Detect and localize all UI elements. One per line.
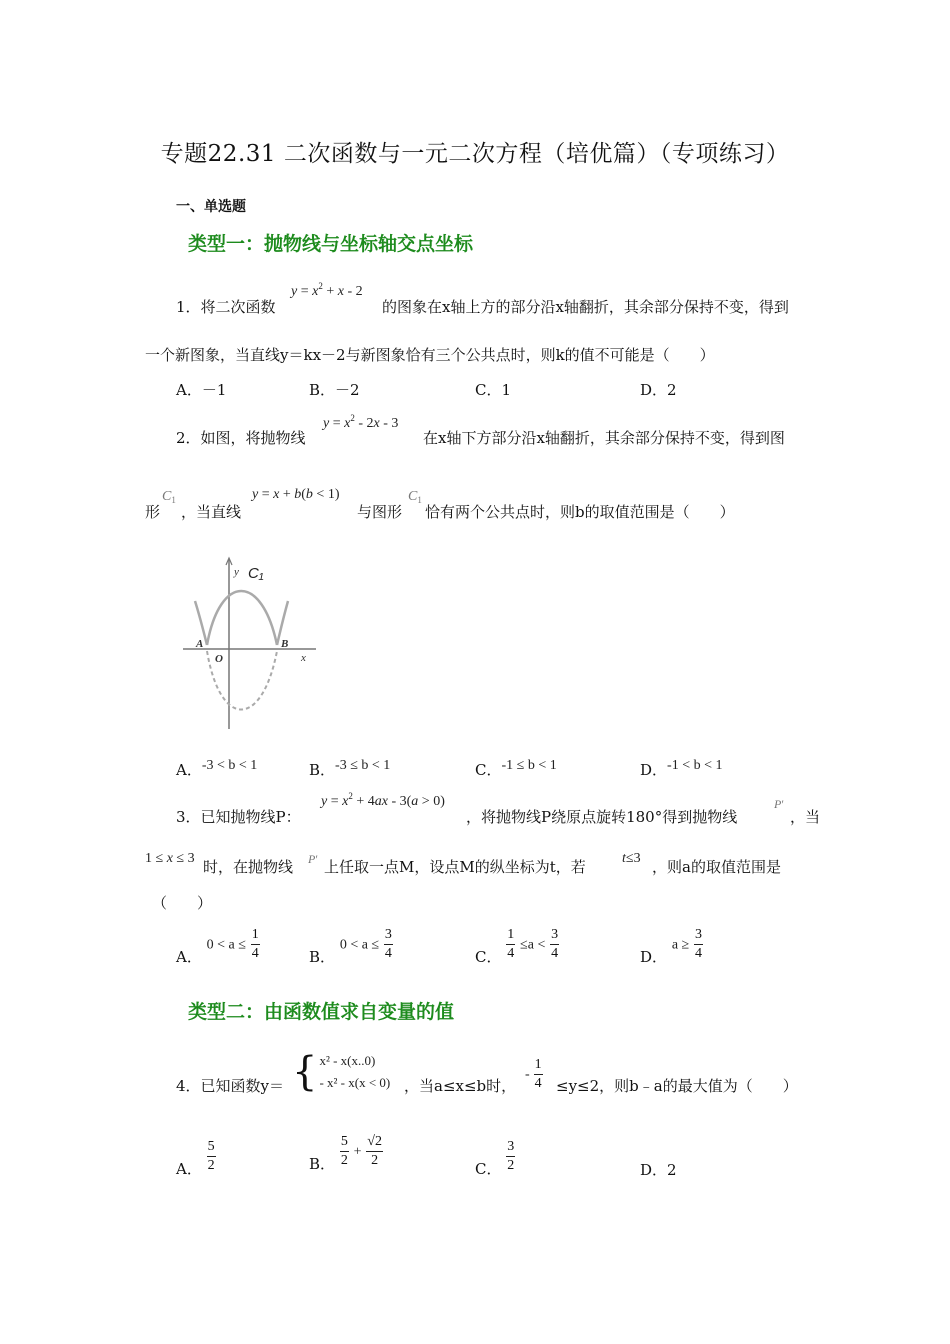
q1-line1 xyxy=(176,296,276,317)
y-label: y xyxy=(234,566,239,578)
q4-option-d: D．2 xyxy=(640,1161,677,1179)
q3-line1-tail: ，将抛物线P绕原点旋转180°得到抛物线 xyxy=(466,808,738,826)
q4-option-b: B． $\frac{5}{2}$ + $\frac{√2}{2}$ xyxy=(309,1134,382,1173)
q3-t-condition: t≤3 xyxy=(622,851,641,866)
q4-number: 4．已知函数y＝ xyxy=(176,1077,285,1095)
section-heading: 一、单选题 xyxy=(176,199,246,215)
q4-option-c: C． $\frac{3}{2}$ xyxy=(475,1139,515,1178)
q2-line1-tail: 在x轴下方部分沿x轴翻折，其余部分保持不变，得到图 xyxy=(423,429,785,447)
q3-option-c-post: ≤a < xyxy=(520,937,546,953)
q4-mid: ，当a≤x≤b时， xyxy=(404,1077,517,1095)
q3-number: 3．已知抛物线P： xyxy=(176,808,301,826)
q2-c1-symbol-2: $C_1$ xyxy=(408,489,422,505)
q2-option-b: B．-3 ≤ b < 1 xyxy=(309,758,391,779)
type-heading-2: 类型二：由函数值求自变量的值 xyxy=(188,1001,455,1023)
point-a-label: A xyxy=(196,638,204,650)
q3-option-b-pre: 0 < a ≤ xyxy=(339,937,380,953)
q1-formula: $y = x^2 + x - 2$ xyxy=(291,281,363,299)
q3-line2-a: 时，在抛物线 xyxy=(203,858,294,876)
q1-number: 1．将二次函数 xyxy=(176,298,276,316)
q2-line2-d: 恰有两个公共点时，则b的取值范围是（ ） xyxy=(425,503,735,521)
q4-case1: x² - x(x..0) xyxy=(319,1053,376,1068)
q3-formula: $y = x^2 + 4ax - 3(a > 0)$ xyxy=(321,791,445,809)
q3-pprime: P′ xyxy=(774,797,784,811)
q3-option-a: A． 0 < a ≤ $\frac{1}{4}$ xyxy=(176,927,259,966)
q3-option-b: B． 0 < a ≤ $\frac{3}{4}$ xyxy=(309,927,392,966)
q2-c1-symbol: $C_1$ xyxy=(162,489,176,505)
q2-option-a-expr: -3 < b < 1 xyxy=(201,758,258,773)
q4-cond-tail: ≤y≤2，则b﹣a的最大值为（ ） xyxy=(556,1077,798,1095)
q4-case2: - x² - x(x < 0) xyxy=(319,1075,391,1090)
q1-line2: 一个新图象，当直线y＝kx－2与新图象恰有三个公共点时，则k的值不可能是（ ） xyxy=(145,346,715,364)
q3-line3: （ ） xyxy=(152,894,213,912)
q1-option-b: B．－2 xyxy=(309,381,360,399)
point-b-label: B xyxy=(281,638,289,650)
q2-option-b-expr: -3 ≤ b < 1 xyxy=(335,758,391,773)
q2-option-d: D．-1 < b < 1 xyxy=(640,758,723,779)
q2-option-a: A．-3 < b < 1 xyxy=(176,758,258,779)
q4-brace: { xyxy=(292,1049,318,1095)
q3-line1-end: ，当 xyxy=(790,808,821,826)
q2-parabola-figure xyxy=(180,553,320,733)
q1-option-a: A．－1 xyxy=(176,381,227,399)
reflected-arc xyxy=(207,591,277,645)
q1-line1-tail: 的图象在x轴上方的部分沿x轴翻折，其余部分保持不变，得到 xyxy=(382,298,789,316)
q3-line2-c: ，则a的取值范围是 xyxy=(652,858,781,876)
page-title: 专题22.31 二次函数与一元二次方程（培优篇）（专项练习） xyxy=(160,141,790,167)
type-heading-1: 类型一：抛物线与坐标轴交点坐标 xyxy=(188,233,474,255)
q3-option-c: C． $\frac{1}{4}$ ≤a < $\frac{3}{4}$ xyxy=(475,927,559,966)
q4-piecewise xyxy=(292,1050,390,1094)
q3-range: 1 ≤ x ≤ 3 xyxy=(145,851,195,866)
q3-option-d: D． a ≥ $\frac{3}{4}$ xyxy=(640,927,702,966)
q3-line2-b: 上任取一点M，设点M的纵坐标为t，若 xyxy=(324,858,586,876)
q2-option-d-expr: -1 < b < 1 xyxy=(667,758,723,773)
q1-option-c: C．1 xyxy=(475,381,512,399)
q2-formula: $y = x^2 - 2x - 3$ xyxy=(323,413,399,431)
q3-option-a-pre: 0 < a ≤ xyxy=(206,937,246,953)
c1-label: C₁ xyxy=(248,565,264,582)
q2-line2-c: 与图形 xyxy=(357,503,403,521)
q2-option-c-expr: -1 ≤ b < 1 xyxy=(501,758,557,773)
q2-option-c: C．-1 ≤ b < 1 xyxy=(475,758,557,779)
q3-pprime-2: P′ xyxy=(308,852,318,866)
q1-option-d: D．2 xyxy=(640,381,677,399)
q2-line-formula: y = x + b(b < 1) xyxy=(252,487,340,502)
origin-label: O xyxy=(215,653,223,665)
q2-line2-a: 形 xyxy=(145,503,161,521)
q4-condition: - $\frac{1}{4}$ xyxy=(525,1057,542,1091)
x-label: x xyxy=(301,652,306,664)
q2-number: 2．如图，将抛物线 xyxy=(176,429,306,447)
q4-option-a: A． $\frac{5}{2}$ xyxy=(176,1139,215,1178)
q3-option-d-pre: a ≥ xyxy=(671,937,690,953)
q2-line2-b: ，当直线 xyxy=(181,503,242,521)
